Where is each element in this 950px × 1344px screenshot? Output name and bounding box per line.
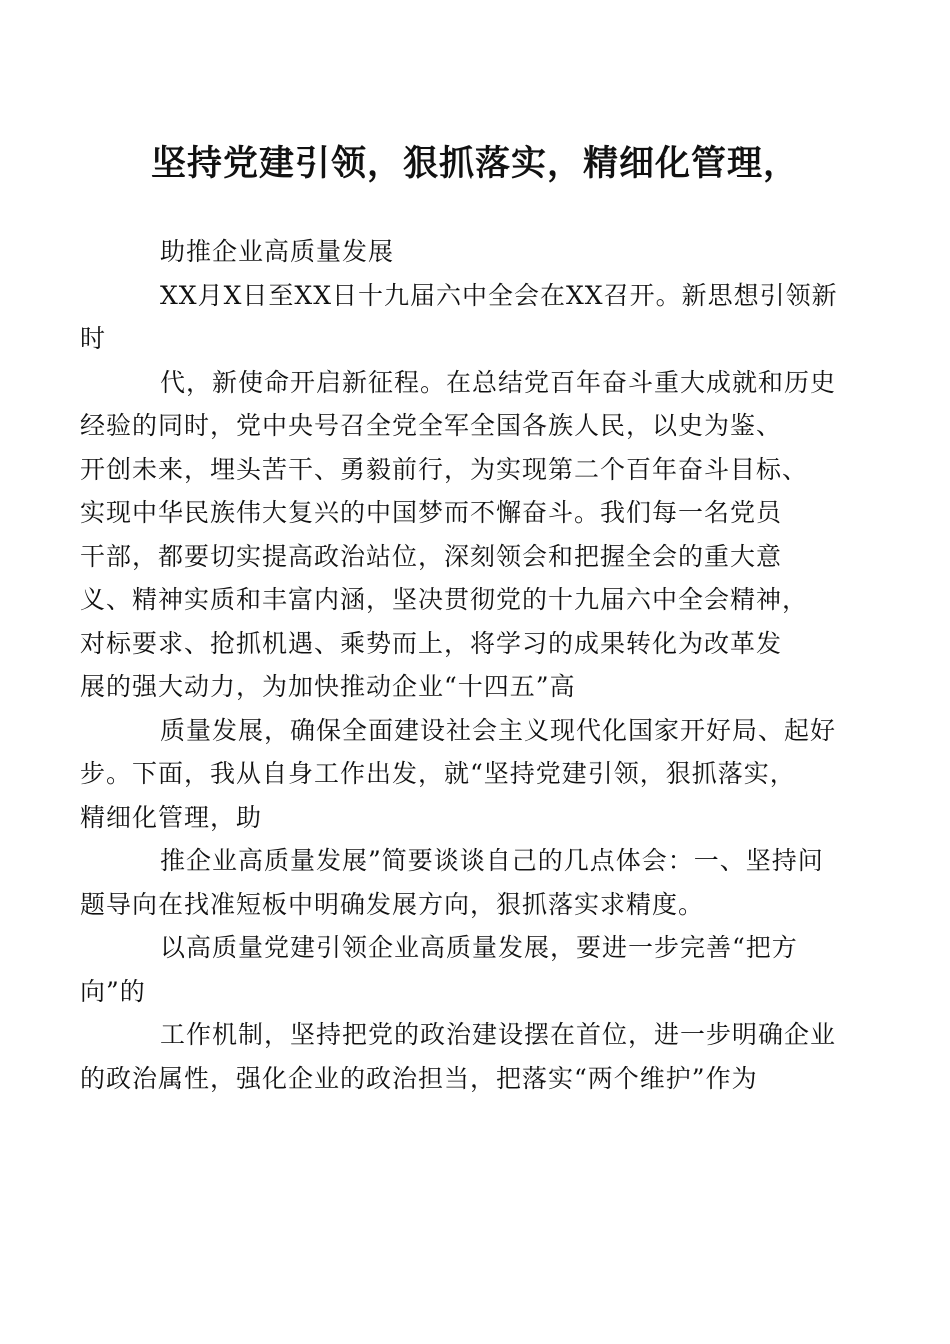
paragraph xyxy=(80,839,840,926)
paragraph xyxy=(80,361,840,709)
text-line: 时 xyxy=(80,324,107,353)
document-body xyxy=(80,230,840,1100)
text-line: 开创未来，埋头苦干、勇毅前行，为实现第二个百年奋斗目标、 xyxy=(80,454,809,484)
text-line: 义、精神实质和丰富内涵，坚决贯彻党的十九届六中全会精神， xyxy=(80,585,809,614)
text-line: 以高质量党建引领企业高质量发展，要进一步完善“把方 xyxy=(160,933,798,962)
text-line: 对标要求、抢抓机遇、乘势而上，将学习的成果转化为改革发 xyxy=(80,628,783,658)
text-line: 干部，都要切实提高政治站位，深刻领会和把握全会的重大意 xyxy=(80,541,783,571)
text-line: 的政治属性，强化企业的政治担当，把落实“两个维护”作为 xyxy=(80,1063,758,1093)
paragraph xyxy=(80,1013,840,1100)
text-line: 步。下面，我从自身工作出发，就“坚持党建引领，狠抓落实， xyxy=(80,759,796,788)
text-line: 精细化管理，助 xyxy=(80,802,263,832)
text-line: 助推企业高质量发展 xyxy=(160,237,395,266)
text-line: 向”的 xyxy=(80,976,146,1006)
text-line: 代，新使命开启新征程。在总结党百年奋斗重大成就和历史 xyxy=(160,367,837,397)
paragraph xyxy=(80,709,840,840)
paragraph xyxy=(80,274,840,361)
paragraph xyxy=(80,926,840,1013)
text-line: 经验的同时，党中央号召全党全军全国各族人民，以史为鉴、 xyxy=(80,411,783,440)
text-line: 题导向在找准短板中明确发展方向，狠抓落实求精度。 xyxy=(80,889,705,919)
text-line: 实现中华民族伟大复兴的中国梦而不懈奋斗。我们每一名党员 xyxy=(80,498,783,527)
paragraph xyxy=(120,230,840,274)
text-line: XX月X日至XX日十九届六中全会在XX召开。新思想引领新 xyxy=(160,280,838,310)
document-title: 坚持党建引领，狠抓落实，精细化管理， xyxy=(150,144,799,184)
text-line: 推企业高质量发展”简要谈谈自己的几点体会：一、坚持问 xyxy=(160,846,824,875)
text-line: 质量发展，确保全面建设社会主义现代化国家开好局、起好 xyxy=(160,715,837,745)
text-line: 工作机制，坚持把党的政治建设摆在首位，进一步明确企业 xyxy=(160,1020,837,1049)
text-line: 展的强大动力，为加快推动企业“十四五”高 xyxy=(80,672,576,701)
